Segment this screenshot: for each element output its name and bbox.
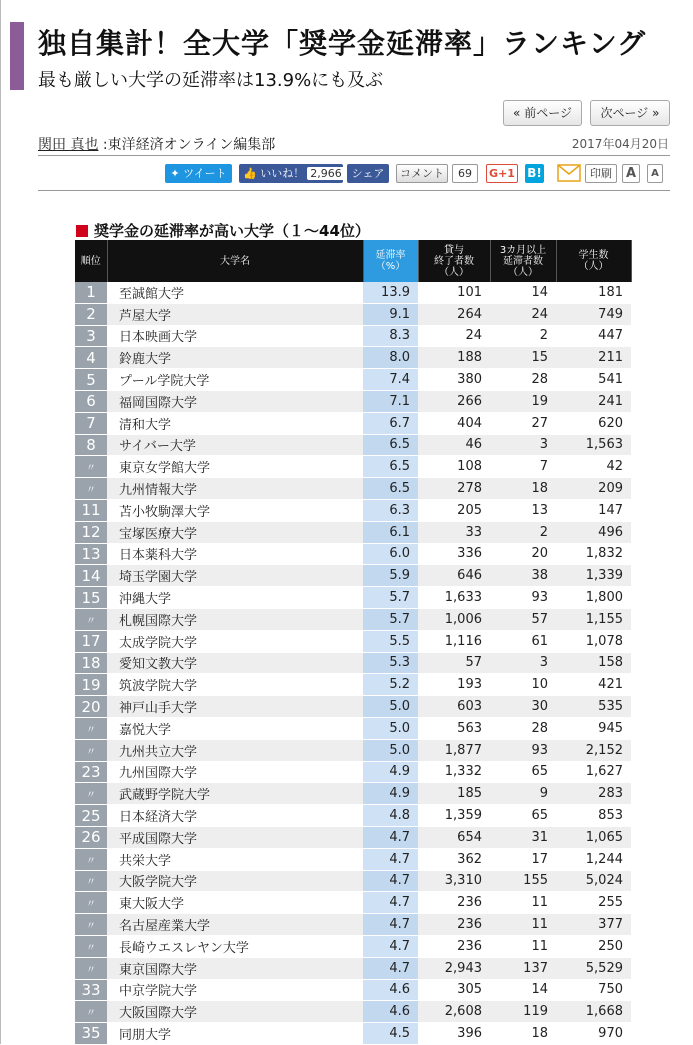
row-overdue-count: 9: [490, 783, 556, 805]
row-student-count: 1,668: [556, 1001, 631, 1023]
row-loan-count: 380: [418, 369, 490, 391]
row-student-count: 970: [556, 1023, 631, 1045]
row-rank: 〃: [75, 957, 107, 979]
row-university-name: 日本薬科大学: [107, 543, 363, 565]
row-rank: 8: [75, 434, 107, 456]
hatena-bookmark-button[interactable]: B!: [525, 164, 544, 183]
row-loan-count: 266: [418, 390, 490, 412]
table-row: [75, 696, 631, 718]
row-loan-count: 362: [418, 848, 490, 870]
row-student-count: 1,078: [556, 630, 631, 652]
row-overdue-count: 2: [490, 521, 556, 543]
row-overdue-count: 11: [490, 914, 556, 936]
row-student-count: 158: [556, 652, 631, 674]
row-university-name: 日本経済大学: [107, 805, 363, 827]
row-student-count: 447: [556, 325, 631, 347]
row-rank: 6: [75, 390, 107, 412]
row-student-count: 377: [556, 914, 631, 936]
author-org: :東洋経済オンライン編集部: [102, 137, 276, 153]
row-overdue-count: 61: [490, 630, 556, 652]
row-loan-count: 193: [418, 674, 490, 696]
tweet-label: ツイート: [183, 167, 227, 180]
row-loan-count: 236: [418, 914, 490, 936]
row-overdue-count: 3: [490, 434, 556, 456]
table-row: [75, 608, 631, 630]
row-rate: 4.7: [363, 892, 418, 914]
row-university-name: 苫小牧駒澤大学: [107, 499, 363, 521]
row-rate: 7.1: [363, 390, 418, 412]
row-overdue-count: 93: [490, 587, 556, 609]
row-rank: 〃: [75, 1001, 107, 1023]
divider-top: [38, 155, 670, 156]
table-row: [75, 935, 631, 957]
row-student-count: 853: [556, 805, 631, 827]
row-loan-count: 185: [418, 783, 490, 805]
row-loan-count: 2,943: [418, 957, 490, 979]
row-rank: 〃: [75, 456, 107, 478]
row-university-name: 筑波学院大学: [107, 674, 363, 696]
row-overdue-count: 2: [490, 325, 556, 347]
row-loan-count: 188: [418, 347, 490, 369]
row-university-name: 九州情報大学: [107, 478, 363, 500]
row-student-count: 211: [556, 347, 631, 369]
row-university-name: サイバー大学: [107, 434, 363, 456]
row-university-name: 大阪国際大学: [107, 1001, 363, 1023]
row-rate: 4.7: [363, 870, 418, 892]
row-overdue-count: 93: [490, 739, 556, 761]
row-loan-count: 563: [418, 717, 490, 739]
row-student-count: 1,627: [556, 761, 631, 783]
row-rank: 33: [75, 979, 107, 1001]
row-university-name: 長崎ウエスレヤン大学: [107, 935, 363, 957]
table-row: [75, 478, 631, 500]
mail-icon[interactable]: [557, 164, 581, 182]
row-student-count: 749: [556, 303, 631, 325]
row-loan-count: 336: [418, 543, 490, 565]
row-loan-count: 278: [418, 478, 490, 500]
table-row: [75, 390, 631, 412]
row-overdue-count: 65: [490, 805, 556, 827]
row-loan-count: 1,006: [418, 608, 490, 630]
row-loan-count: 654: [418, 826, 490, 848]
row-student-count: 750: [556, 979, 631, 1001]
row-student-count: 5,024: [556, 870, 631, 892]
row-rank: 〃: [75, 739, 107, 761]
row-rate: 6.5: [363, 478, 418, 500]
row-rate: 4.6: [363, 1001, 418, 1023]
row-overdue-count: 18: [490, 478, 556, 500]
row-university-name: 武蔵野学院大学: [107, 783, 363, 805]
row-student-count: 535: [556, 696, 631, 718]
row-rank: 〃: [75, 608, 107, 630]
row-loan-count: 1,877: [418, 739, 490, 761]
row-rate: 6.5: [363, 434, 418, 456]
row-student-count: 181: [556, 282, 631, 303]
row-rank: 15: [75, 587, 107, 609]
row-university-name: 九州国際大学: [107, 761, 363, 783]
row-rank: 〃: [75, 870, 107, 892]
red-square-icon: [76, 225, 88, 237]
row-overdue-count: 20: [490, 543, 556, 565]
row-rank: 〃: [75, 914, 107, 936]
row-university-name: 東京国際大学: [107, 957, 363, 979]
row-overdue-count: 11: [490, 892, 556, 914]
row-university-name: 東京女学館大学: [107, 456, 363, 478]
row-rank: 〃: [75, 783, 107, 805]
row-overdue-count: 57: [490, 608, 556, 630]
tweet-button[interactable]: [165, 164, 232, 183]
table-row: [75, 870, 631, 892]
row-university-name: 埼玉学園大学: [107, 565, 363, 587]
row-rate: 9.1: [363, 303, 418, 325]
row-overdue-count: 28: [490, 717, 556, 739]
row-university-name: 同朋大学: [107, 1023, 363, 1045]
title-accent-bar: [10, 22, 24, 90]
like-label: いいね！: [260, 167, 305, 180]
row-rate: 7.4: [363, 369, 418, 391]
row-overdue-count: 13: [490, 499, 556, 521]
row-rate: 5.2: [363, 674, 418, 696]
thumbs-up-icon: 👍: [243, 167, 257, 180]
row-overdue-count: 11: [490, 935, 556, 957]
row-loan-count: 1,359: [418, 805, 490, 827]
row-rate: 4.7: [363, 826, 418, 848]
header-rank: 順位: [75, 240, 107, 282]
row-university-name: 平成国際大学: [107, 826, 363, 848]
row-student-count: 1,155: [556, 608, 631, 630]
row-rate: 4.9: [363, 783, 418, 805]
row-university-name: 名古屋産業大学: [107, 914, 363, 936]
row-rate: 5.5: [363, 630, 418, 652]
table-row: [75, 1023, 631, 1045]
row-rate: 6.5: [363, 456, 418, 478]
row-university-name: 清和大学: [107, 412, 363, 434]
table-row: [75, 914, 631, 936]
row-loan-count: 24: [418, 325, 490, 347]
table-row: [75, 347, 631, 369]
row-university-name: 中京学院大学: [107, 979, 363, 1001]
table-caption-text: 奨学金の延滞率が高い大学（１～44位）: [94, 222, 370, 240]
row-overdue-count: 155: [490, 870, 556, 892]
row-overdue-count: 31: [490, 826, 556, 848]
row-rank: 11: [75, 499, 107, 521]
row-rank: 14: [75, 565, 107, 587]
row-university-name: 大阪学院大学: [107, 870, 363, 892]
row-loan-count: 396: [418, 1023, 490, 1045]
row-rank: 7: [75, 412, 107, 434]
row-loan-count: 1,116: [418, 630, 490, 652]
row-student-count: 2,152: [556, 739, 631, 761]
row-overdue-count: 19: [490, 390, 556, 412]
row-loan-count: 305: [418, 979, 490, 1001]
row-rate: 8.0: [363, 347, 418, 369]
table-row: [75, 543, 631, 565]
row-university-name: 神戸山手大学: [107, 696, 363, 718]
row-university-name: プール学院大学: [107, 369, 363, 391]
row-student-count: 620: [556, 412, 631, 434]
row-student-count: 496: [556, 521, 631, 543]
row-rank: 26: [75, 826, 107, 848]
row-loan-count: 603: [418, 696, 490, 718]
row-overdue-count: 137: [490, 957, 556, 979]
row-loan-count: 1,633: [418, 587, 490, 609]
row-student-count: 1,832: [556, 543, 631, 565]
header-loan: 貸与 終了者数 （人）: [418, 240, 490, 282]
row-overdue-count: 30: [490, 696, 556, 718]
table-row: [75, 761, 631, 783]
row-student-count: 1,244: [556, 848, 631, 870]
row-overdue-count: 14: [490, 979, 556, 1001]
table-row: [75, 957, 631, 979]
row-rate: 4.7: [363, 957, 418, 979]
row-student-count: 1,065: [556, 826, 631, 848]
table-row: [75, 456, 631, 478]
table-row: [75, 521, 631, 543]
table-row: [75, 565, 631, 587]
google-plus-button[interactable]: G+1: [486, 164, 518, 183]
author-line: [38, 134, 275, 154]
table-row: [75, 630, 631, 652]
row-university-name: 嘉悦大学: [107, 717, 363, 739]
table-row: [75, 674, 631, 696]
row-university-name: 東大阪大学: [107, 892, 363, 914]
table-row: [75, 325, 631, 347]
row-rate: 6.7: [363, 412, 418, 434]
article-title: 独自集計！全大学「奨学金延滞率」ランキング: [38, 27, 647, 60]
row-loan-count: 404: [418, 412, 490, 434]
row-university-name: 宝塚医療大学: [107, 521, 363, 543]
font-large-button[interactable]: A: [622, 164, 640, 183]
row-rank: 13: [75, 543, 107, 565]
row-student-count: 541: [556, 369, 631, 391]
row-rate: 6.3: [363, 499, 418, 521]
row-loan-count: 264: [418, 303, 490, 325]
row-rate: 4.6: [363, 979, 418, 1001]
row-student-count: 1,563: [556, 434, 631, 456]
table-row: [75, 805, 631, 827]
row-rank: 〃: [75, 892, 107, 914]
row-student-count: 283: [556, 783, 631, 805]
row-overdue-count: 65: [490, 761, 556, 783]
row-rank: 23: [75, 761, 107, 783]
comment-count: 69: [452, 164, 478, 183]
row-rank: 25: [75, 805, 107, 827]
row-rate: 4.8: [363, 805, 418, 827]
row-rank: 3: [75, 325, 107, 347]
row-rank: 20: [75, 696, 107, 718]
table-row: [75, 826, 631, 848]
row-loan-count: 57: [418, 652, 490, 674]
ranking-table: [75, 240, 632, 1045]
row-university-name: 沖縄大学: [107, 587, 363, 609]
table-row: [75, 434, 631, 456]
row-loan-count: 101: [418, 282, 490, 303]
row-university-name: 鈴鹿大学: [107, 347, 363, 369]
facebook-like-button[interactable]: [239, 164, 343, 183]
row-rate: 6.0: [363, 543, 418, 565]
table-row: [75, 1001, 631, 1023]
table-row: [75, 303, 631, 325]
row-university-name: 芦屋大学: [107, 303, 363, 325]
table-row: [75, 979, 631, 1001]
row-student-count: 1,800: [556, 587, 631, 609]
row-rank: 〃: [75, 848, 107, 870]
row-rate: 5.7: [363, 587, 418, 609]
header-name: 大学名: [107, 240, 363, 282]
like-count: 2,966: [307, 167, 345, 180]
row-overdue-count: 28: [490, 369, 556, 391]
row-rank: 4: [75, 347, 107, 369]
article-subtitle: 最も厳しい大学の延滞率は13.9%にも及ぶ: [38, 70, 384, 91]
next-page-button[interactable]: 次ページ »: [590, 100, 670, 126]
font-small-button[interactable]: A: [647, 164, 663, 183]
row-rate: 5.0: [363, 717, 418, 739]
row-rate: 5.9: [363, 565, 418, 587]
row-university-name: 日本映画大学: [107, 325, 363, 347]
row-rate: 5.0: [363, 739, 418, 761]
row-rank: 2: [75, 303, 107, 325]
row-rank: 35: [75, 1023, 107, 1045]
header-rate: 延滞率 （%）: [363, 240, 418, 282]
row-rate: 4.7: [363, 935, 418, 957]
row-rank: 〃: [75, 478, 107, 500]
print-button[interactable]: 印刷: [585, 164, 617, 183]
row-student-count: 1,339: [556, 565, 631, 587]
row-rank: 5: [75, 369, 107, 391]
row-rank: 〃: [75, 717, 107, 739]
row-loan-count: 646: [418, 565, 490, 587]
row-student-count: 5,529: [556, 957, 631, 979]
table-row: [75, 412, 631, 434]
row-student-count: 147: [556, 499, 631, 521]
table-row: [75, 652, 631, 674]
row-rate: 13.9: [363, 282, 418, 303]
table-row: [75, 892, 631, 914]
divider-bottom: [38, 190, 670, 191]
row-loan-count: 236: [418, 935, 490, 957]
row-overdue-count: 10: [490, 674, 556, 696]
row-overdue-count: 119: [490, 1001, 556, 1023]
row-rate: 8.3: [363, 325, 418, 347]
header-students: 学生数 （人）: [556, 240, 631, 282]
comment-button[interactable]: コメント: [396, 164, 448, 183]
row-rank: 12: [75, 521, 107, 543]
row-loan-count: 108: [418, 456, 490, 478]
row-student-count: 255: [556, 892, 631, 914]
author-name-link[interactable]: 関田 真也: [38, 137, 99, 153]
table-row: [75, 369, 631, 391]
row-loan-count: 236: [418, 892, 490, 914]
row-student-count: 945: [556, 717, 631, 739]
table-row: [75, 739, 631, 761]
row-rank: 18: [75, 652, 107, 674]
row-rank: 17: [75, 630, 107, 652]
row-overdue-count: 17: [490, 848, 556, 870]
prev-page-button[interactable]: « 前ページ: [503, 100, 582, 126]
row-university-name: 愛知文教大学: [107, 652, 363, 674]
row-rate: 4.7: [363, 848, 418, 870]
row-university-name: 共栄大学: [107, 848, 363, 870]
row-overdue-count: 15: [490, 347, 556, 369]
publish-date: 2017年04月20日: [571, 137, 669, 151]
row-loan-count: 33: [418, 521, 490, 543]
row-rank: 19: [75, 674, 107, 696]
table-row: [75, 717, 631, 739]
row-loan-count: 205: [418, 499, 490, 521]
row-student-count: 421: [556, 674, 631, 696]
header-overdue: 3カ月以上 延滞者数 （人）: [490, 240, 556, 282]
row-rate: 4.9: [363, 761, 418, 783]
row-rate: 5.3: [363, 652, 418, 674]
table-caption: [76, 220, 370, 241]
row-student-count: 241: [556, 390, 631, 412]
row-overdue-count: 7: [490, 456, 556, 478]
row-loan-count: 2,608: [418, 1001, 490, 1023]
table-row: [75, 848, 631, 870]
table-row: [75, 499, 631, 521]
row-loan-count: 46: [418, 434, 490, 456]
row-university-name: 太成学院大学: [107, 630, 363, 652]
row-overdue-count: 18: [490, 1023, 556, 1045]
row-rate: 4.5: [363, 1023, 418, 1045]
row-student-count: 209: [556, 478, 631, 500]
row-overdue-count: 38: [490, 565, 556, 587]
row-rank: 〃: [75, 935, 107, 957]
row-rank: 1: [75, 282, 107, 303]
row-rate: 5.7: [363, 608, 418, 630]
row-overdue-count: 27: [490, 412, 556, 434]
ranking-table-body: [75, 282, 631, 1044]
row-student-count: 42: [556, 456, 631, 478]
row-loan-count: 1,332: [418, 761, 490, 783]
row-rate: 5.0: [363, 696, 418, 718]
row-university-name: 福岡国際大学: [107, 390, 363, 412]
table-row: [75, 783, 631, 805]
row-loan-count: 3,310: [418, 870, 490, 892]
table-header-row: [75, 240, 631, 282]
row-rate: 4.7: [363, 914, 418, 936]
row-university-name: 九州共立大学: [107, 739, 363, 761]
table-row: [75, 282, 631, 303]
row-rate: 6.1: [363, 521, 418, 543]
row-student-count: 250: [556, 935, 631, 957]
facebook-share-button[interactable]: シェア: [347, 164, 389, 183]
row-university-name: 札幌国際大学: [107, 608, 363, 630]
table-row: [75, 587, 631, 609]
row-overdue-count: 3: [490, 652, 556, 674]
row-overdue-count: 24: [490, 303, 556, 325]
page-left-border: [0, 0, 1, 1044]
row-university-name: 至誠館大学: [107, 282, 363, 303]
twitter-bird-icon: ✦: [170, 167, 180, 180]
row-overdue-count: 14: [490, 282, 556, 303]
